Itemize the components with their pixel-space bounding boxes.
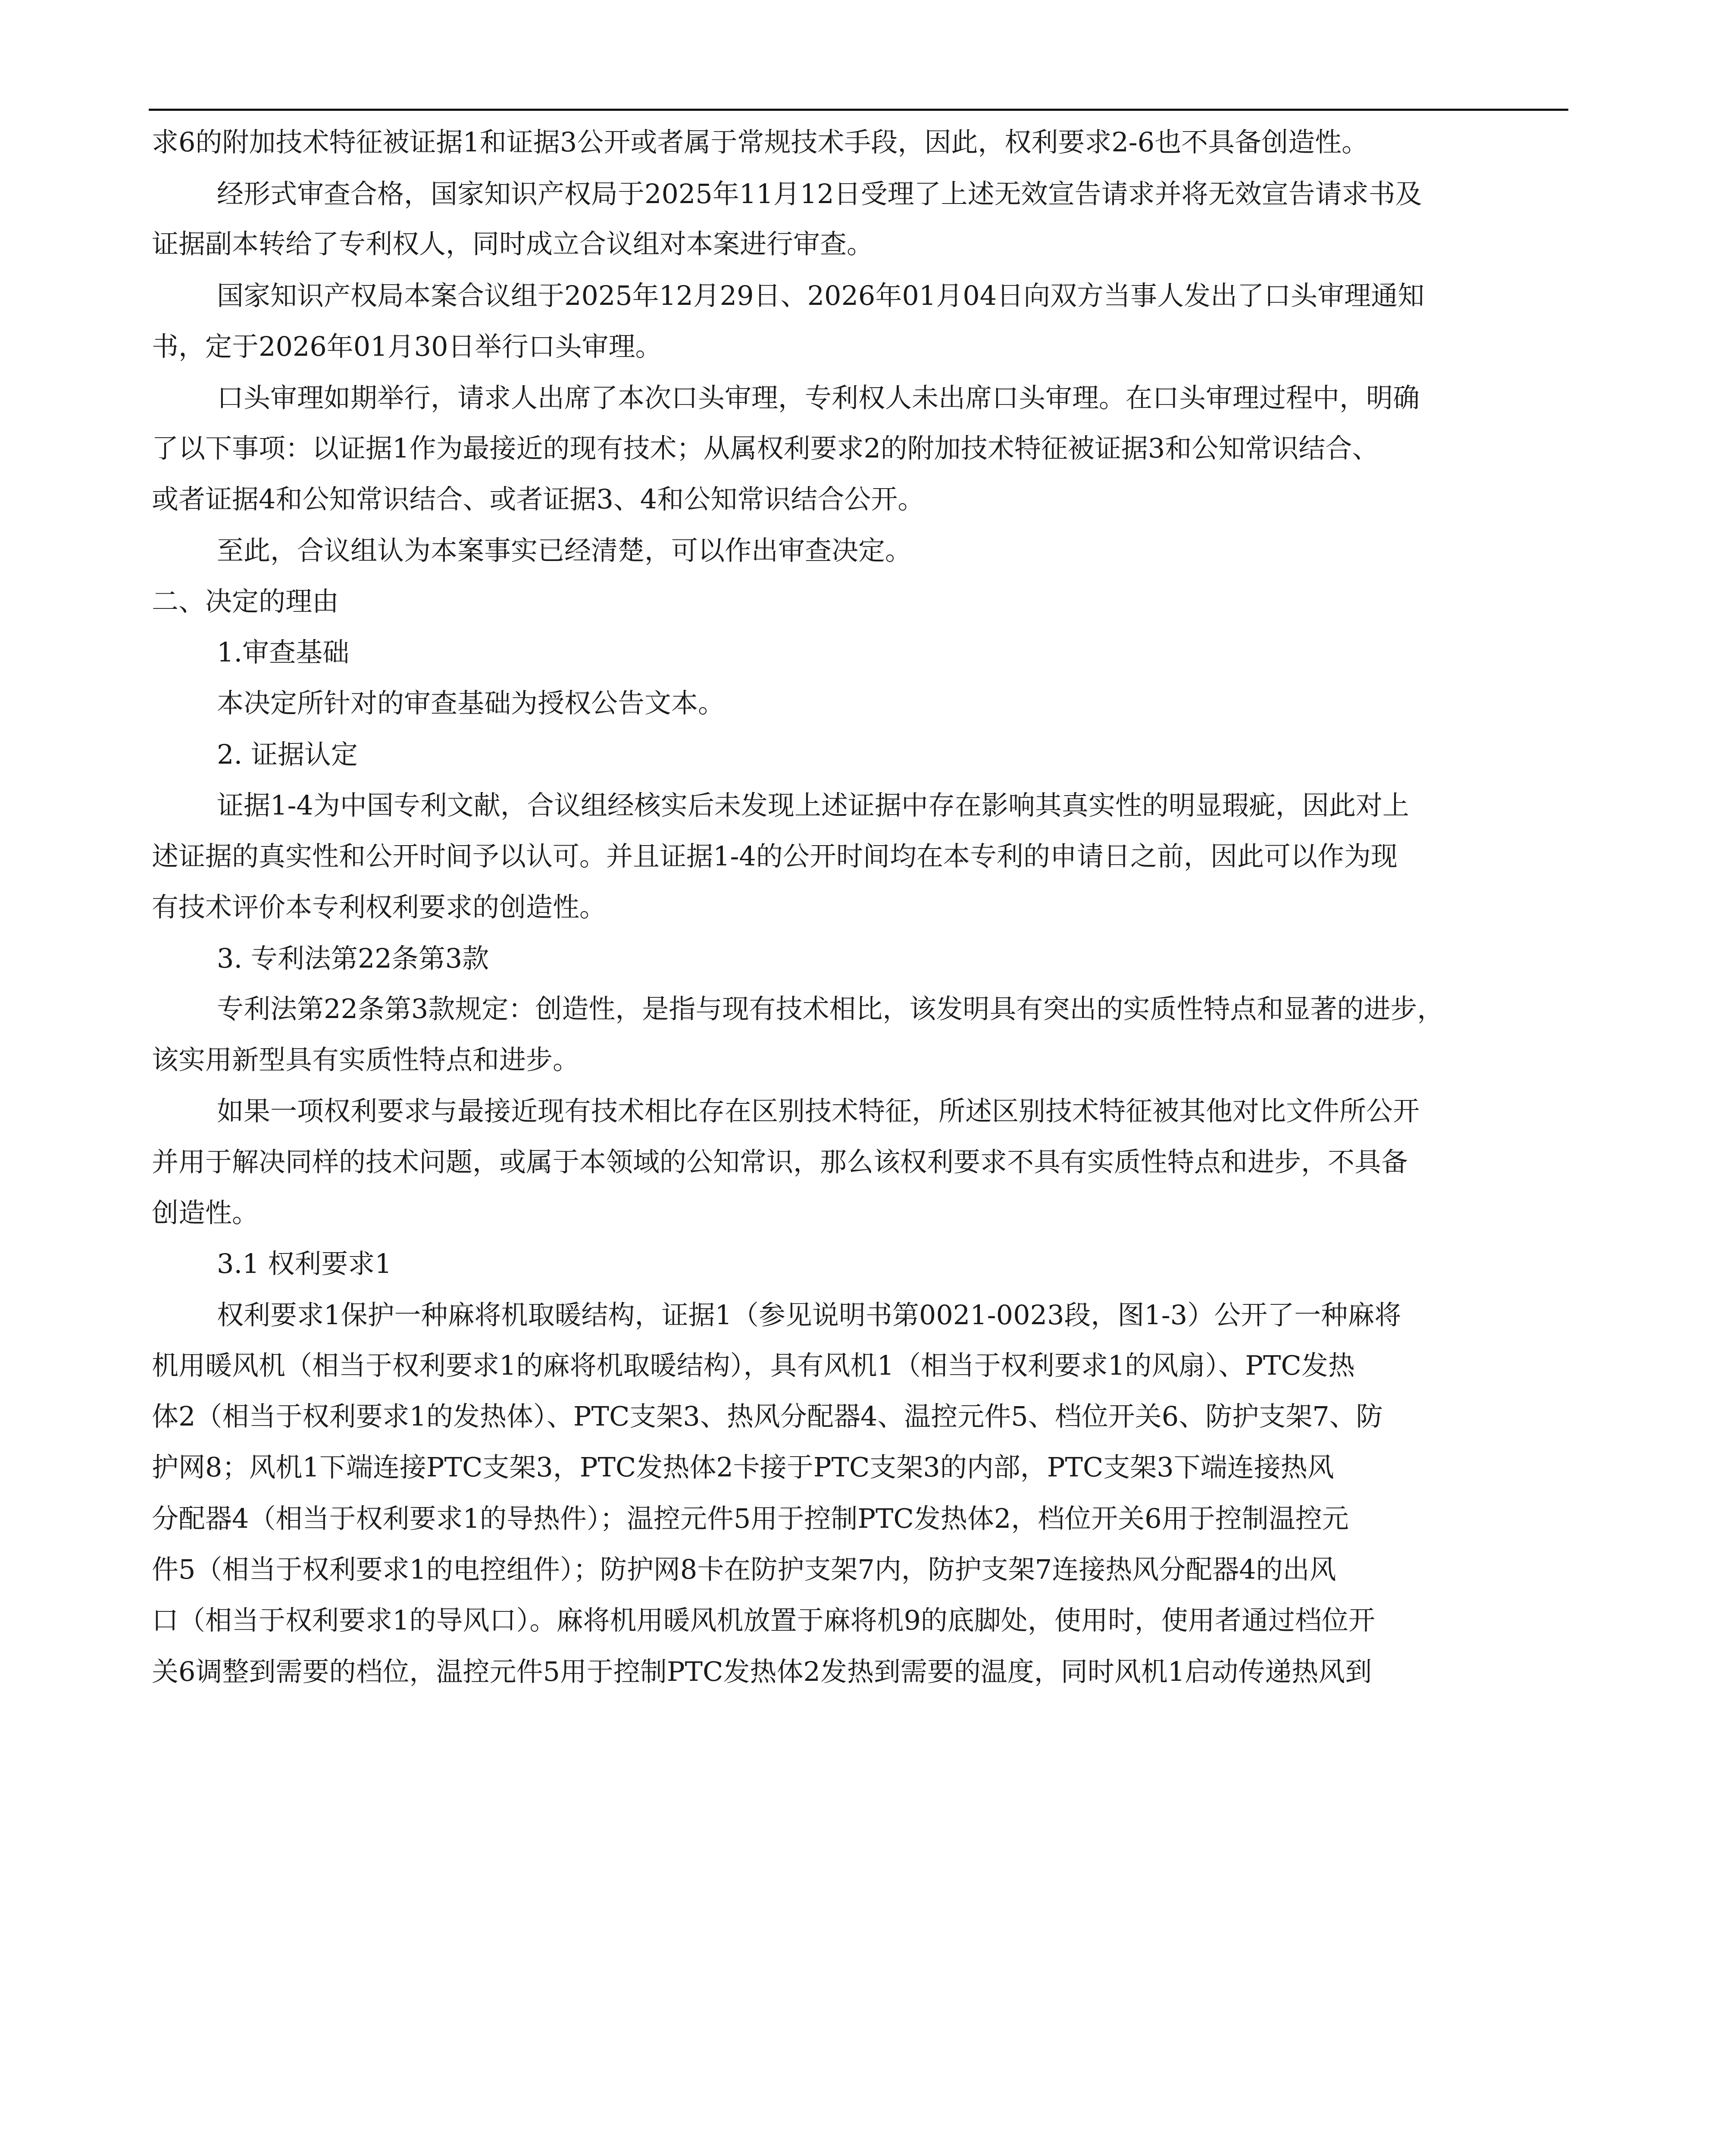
text-line: 书，定于2026年01月30日举行口头审理。	[152, 331, 662, 362]
text-line: 并用于解决同样的技术问题，或属于本领域的公知常识，那么该权利要求不具有实质性特点和进步，不具备	[152, 1146, 1408, 1178]
text-line: 机用暖风机（相当于权利要求1的麻将机取暖结构），具有风机1（相当于权利要求1的风扇）、PTC发热	[152, 1350, 1355, 1381]
text-line: 国家知识产权局本案合议组于2025年12月29日、2026年01月04日向双方当事人发出了口头审理通知	[217, 280, 1425, 311]
text-line: 关6调整到需要的档位，温控元件5用于控制PTC发热体2发热到需要的温度，同时风机1启动传递热风到	[152, 1656, 1372, 1687]
text-line: 证据副本转给了专利权人，同时成立合议组对本案进行审查。	[152, 228, 874, 260]
text-line: 体2（相当于权利要求1的发热体）、PTC支架3、热风分配器4、温控元件5、档位开关6、防护支架7、防	[152, 1401, 1383, 1432]
text-line: 本决定所针对的审查基础为授权公告文本。	[217, 687, 725, 719]
text-line: 了以下事项：以证据1作为最接近的现有技术；从属权利要求2的附加技术特征被证据3和公知常识结合、	[152, 432, 1379, 464]
text-line: 经形式审查合格，国家知识产权局于2025年11月12日受理了上述无效宣告请求并将无效宣告请求书及	[217, 178, 1422, 210]
text-line: 创造性。	[152, 1197, 259, 1228]
text-line: 至此，合议组认为本案事实已经清楚，可以作出审查决定。	[217, 535, 912, 566]
subsection-heading: 2. 证据认定	[217, 739, 358, 770]
section-heading: 二、决定的理由	[152, 586, 339, 617]
subsection-heading: 1.审查基础	[217, 636, 350, 668]
text-line: 护网8；风机1下端连接PTC支架3，PTC发热体2卡接于PTC支架3的内部，PTC支架3下端连接热风	[152, 1451, 1334, 1483]
text-line: 述证据的真实性和公开时间予以认可。并且证据1-4的公开时间均在本专利的申请日之前，因此可以作为现	[152, 840, 1398, 872]
text-line: 权利要求1保护一种麻将机取暖结构，证据1（参见说明书第0021-0023段，图1-3）公开了一种麻将	[217, 1299, 1401, 1331]
subsection-heading: 3. 专利法第22条第3款	[217, 943, 489, 974]
text-line: 如果一项权利要求与最接近现有技术相比存在区别技术特征，所述区别技术特征被其他对比文件所公开	[217, 1095, 1420, 1127]
text-line: 证据1-4为中国专利文献，合议组经核实后未发现上述证据中存在影响其真实性的明显瑕疵，因此对上	[217, 790, 1409, 821]
text-line: 分配器4（相当于权利要求1的导热件）；温控元件5用于控制PTC发热体2，档位开关6用于控制温控元	[152, 1503, 1349, 1534]
text-line: 口头审理如期举行，请求人出席了本次口头审理，专利权人未出席口头审理。在口头审理过程中，明确	[217, 382, 1420, 414]
text-line: 口（相当于权利要求1的导风口）。麻将机用暖风机放置于麻将机9的底脚处，使用时，使用者通过档位开	[152, 1604, 1375, 1636]
text-line: 求6的附加技术特征被证据1和证据3公开或者属于常规技术手段，因此，权利要求2-6也不具备创造性。	[152, 126, 1369, 158]
text-line: 该实用新型具有实质性特点和进步。	[152, 1044, 580, 1075]
subsection-heading: 3.1 权利要求1	[217, 1248, 392, 1279]
text-line: 件5（相当于权利要求1的电控组件）；防护网8卡在防护支架7内，防护支架7连接热风分配器4的出风	[152, 1554, 1336, 1585]
text-line: 专利法第22条第3款规定：创造性，是指与现有技术相比，该发明具有突出的实质性特点和显著的进步，	[217, 993, 1444, 1025]
text-line: 或者证据4和公知常识结合、或者证据3、4和公知常识结合公开。	[152, 483, 925, 515]
text-line: 有技术评价本专利权利要求的创造性。	[152, 891, 607, 923]
